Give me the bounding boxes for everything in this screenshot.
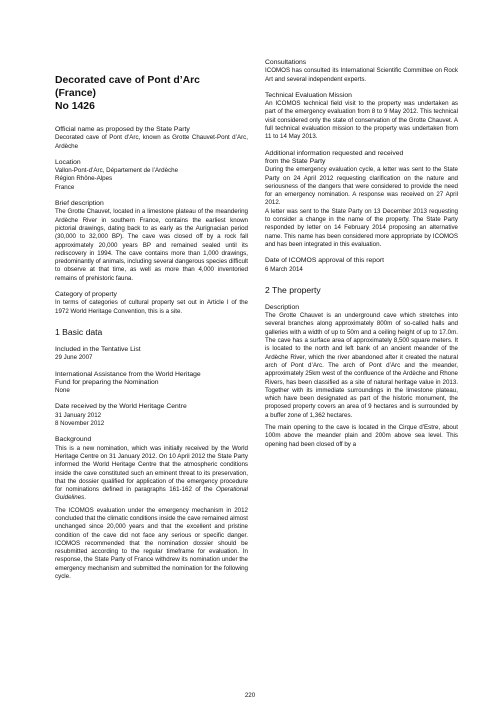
consultations-heading: Consultations [265, 59, 307, 66]
additional-info-heading: from the State Party [265, 157, 326, 165]
official-name-section [55, 126, 248, 151]
description-text: The Grotte Chauvet is an underground cave which stretches into several branches along approximately 800m of so-called halls and galleries with a width of up to 50m and a ceiling height of up to 17.0m. The cave has a surface area of approximately 8,500 square meters. It is located to the north and left bank of an ancient meander of the Ardèche River, which the river abandoned after it created the natural arch of Pont d’Arc. The arch of Pont d’Arc and the meander, approximately 25km west of the confluence of the Ardèche and Rhone Rivers, has been classified as a site of natural heritage value in 2013. Together with its immediate surroundings in the limestone plateau, which have been designated as part of the historic monument, the proposed property covers an area of 9 hectares and is surrounded by a buffer zone of 1,362 hectares. [265, 312, 458, 419]
official-name-heading: Official name as proposed by the State Party [55, 126, 190, 133]
date-received-heading: Date received by the World Heritage Centre [55, 403, 187, 411]
page-number: 220 [244, 692, 256, 699]
location-section [55, 159, 248, 192]
date-received-value: 31 January 2012 [55, 411, 102, 419]
tentative-list-heading: Included in the Tentative List [55, 345, 141, 353]
background-heading: Background [55, 436, 92, 444]
brief-description-text: The Grotte Chauvet, located in a limestone plateau of the meandering Ardèche River in southern France, contains the earliest known pictorial drawings, dating back to as early as the Aurignacian period (30,000 to 32,000 BP). The cave was closed off by a rock fall approximately 20,000 years BP and remained sealed until its rediscovery in 1994. The cave contains more than 1,000 drawings, predominantly of animals, including several dangerous species difficult to observe at that time, as well as more than 4,000 inventoried remains of prehistoric fauna. [55, 208, 248, 282]
assistance-section [55, 371, 248, 396]
property-heading: 2 The property [265, 284, 321, 295]
location-line: Région Rhône-Alpes [55, 175, 113, 183]
operational-guidelines-ref: Operational Guidelines [55, 486, 248, 502]
tentative-list-date: 29 June 2007 [55, 354, 93, 362]
consultations-text: ICOMOS has consulted its International Scientific Committee on Rock Art and several independent experts. [265, 67, 458, 83]
document-title [55, 74, 248, 113]
consultations-section [265, 59, 458, 84]
official-name-text: Decorated cave of Pont d’Arc, known as Grotte Chauvet-Pont d’Arc, Ardèche [55, 134, 248, 150]
title-line: No 1426 [55, 101, 95, 112]
category-section [55, 291, 248, 316]
basic-data-heading: 1 Basic data [55, 326, 103, 337]
mission-text: An ICOMOS technical field visit to the property was undertaken as part of the emergency evaluation from 8 to 9 May 2012. This technical visit considered only the state of conservation of the Grotte Chauvet. A full technical evaluation mission to the property was undertaken from 11 to 14 May 2013. [265, 100, 458, 141]
assistance-value: None [55, 387, 70, 395]
category-text: In terms of categories of cultural property set out in Article I of the 1972 World Heritage Convention, this is a site. [55, 299, 248, 315]
background-text [55, 445, 248, 503]
approval-heading: Date of ICOMOS approval of this report [265, 257, 384, 265]
mission-heading: Technical Evaluation Mission [265, 91, 352, 99]
title-line: (France) [55, 88, 96, 99]
location-line: France [55, 183, 75, 191]
tentative-list-section [55, 346, 248, 363]
background-section [55, 436, 248, 581]
left-column [55, 56, 248, 589]
brief-description-heading: Brief description [55, 200, 104, 208]
brief-description-section [55, 200, 248, 283]
approval-date: 6 March 2014 [265, 265, 303, 273]
category-heading: Category of property [55, 291, 117, 299]
approval-section [265, 257, 458, 274]
additional-info-heading: Additional information requested and received [265, 149, 404, 157]
location-heading: Location [55, 158, 81, 166]
date-received-value: 8 November 2012 [55, 420, 105, 428]
icomos-evaluation-text: The ICOMOS evaluation under the emergency mechanism in 2012 concluded that the climatic conditions inside the cave remained almost unchanged since 20,000 years and that the excellent and pristine condition of the cave did not face any serious or specific danger. ICOMOS recommended that the nomination dossier should be resubmitted according to the regular timeframe for evaluation. In response, the State Party of France withdrew its nomination under the emergency mechanism and submitted the nomination for the following cycle. [55, 506, 248, 581]
location-line: Vallon-Pont-d’Arc, Département de l’Ardèche [55, 167, 179, 175]
assistance-heading: International Assistance from the World Heritage [55, 370, 201, 378]
description-heading: Description [265, 303, 299, 311]
additional-info-text: A letter was sent to the State Party on 13 December 2013 requesting to consider a change in the name of the property. The State Party responded by letter on 14 February 2014 proposing an alternative name. This name has been considered more appropriate by ICOMOS and has been integrated in this evaluation. [265, 207, 458, 248]
additional-info-text: During the emergency evaluation cycle, a letter was sent to the State Party on 24 April 2012 requesting clarification on the nature and seriousness of the dangers that were considered to provide the need for an emergency nomination. A response was received on 27 April 2012. [265, 166, 458, 207]
additional-info-section [265, 150, 458, 250]
date-received-section [55, 403, 248, 428]
title-line: Decorated cave of Pont d’Arc [55, 75, 200, 86]
description-section [265, 304, 458, 449]
background-text-main: This is a new nomination, which was initially received by the World Heritage Centre on 31 January 2012. On 10 April 2012 the State Party informed the World Heritage Centre that the atmospheric conditions inside the cave constituted such an eminent threat to its preservation, that the dossier qualified for application of the emergency procedure for nominations defined in paragraphs 161-162 of the [55, 444, 248, 494]
description-text: The main opening to the cave is located in the Cirque d’Estre, about 100m above the meander plain and 200m above sea level. This opening had been closed off by a [265, 423, 458, 448]
right-column [265, 59, 458, 457]
mission-section [265, 92, 458, 142]
background-text-end: . [84, 494, 86, 502]
assistance-heading: Fund for preparing the Nomination [55, 378, 159, 386]
